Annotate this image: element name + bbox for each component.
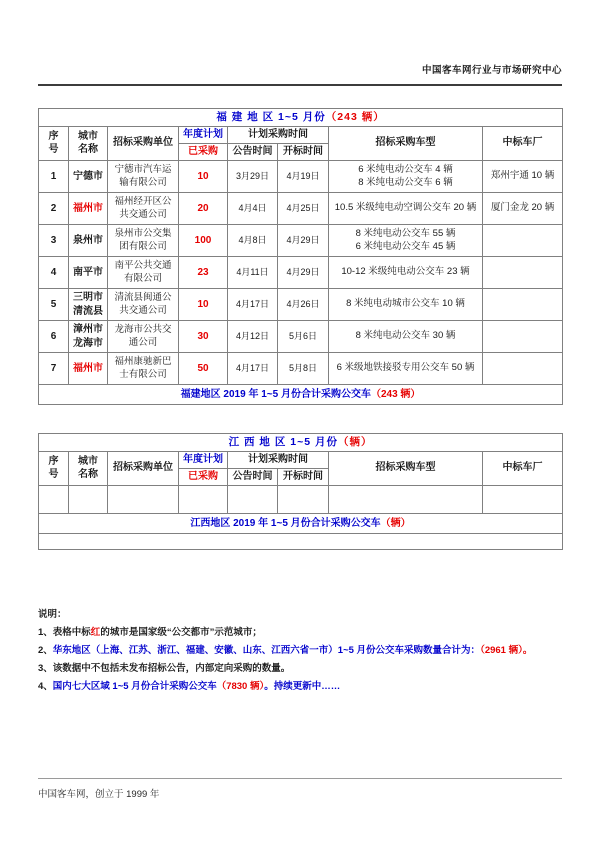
city-line: 漳州市 (73, 324, 103, 335)
open-date-cell: 4月26日 (278, 289, 329, 321)
header-plan-time: 计划采购时间 (228, 127, 329, 144)
empty-strip-cell (39, 534, 563, 550)
announce-date-cell: 4月17日 (228, 289, 278, 321)
note-text-segment: （7830 辆） (216, 681, 265, 692)
footer-divider-rule (38, 778, 562, 779)
purchased-count-cell: 10 (179, 289, 228, 321)
header-open-time: 开标时间 (278, 469, 329, 486)
city-cell (69, 486, 108, 514)
header-no (39, 127, 69, 161)
city-line: 龙海市 (73, 337, 103, 349)
announce-date-cell: 4月11日 (228, 257, 278, 289)
note-text-segment: （2961 辆）。 (480, 645, 533, 656)
city-cell (69, 257, 108, 289)
fujian-total-count: （243 辆） (370, 388, 421, 400)
fujian-total-row (39, 385, 563, 405)
open-date-cell: 5月6日 (278, 321, 329, 353)
vehicle-type-cell (329, 225, 483, 257)
open-date-cell: 4月29日 (278, 225, 329, 257)
city-cell (69, 225, 108, 257)
table-row (39, 257, 563, 289)
city-line: 三明市 (73, 292, 103, 303)
header-open-time: 开标时间 (278, 144, 329, 161)
note-text-segment: 2、 (38, 645, 53, 656)
note-item (38, 642, 566, 660)
fujian-total-cell (39, 385, 563, 405)
city-line: 福州市 (73, 362, 103, 374)
purchased-count-cell: 30 (179, 321, 228, 353)
city-cell (69, 321, 108, 353)
header-unit: 招标采购单位 (108, 452, 179, 486)
procurement-unit-cell: 宁德市汽车运输有限公司 (108, 161, 179, 193)
row-number-cell: 5 (39, 289, 69, 321)
note-text-segment: 4、 (38, 681, 53, 692)
table-row (39, 486, 563, 514)
announce-date-cell (228, 486, 278, 514)
winner-factory-cell (483, 353, 563, 385)
header-city-line1: 城市 (78, 131, 98, 142)
notes-label: 说明： (38, 609, 67, 620)
note-text-segment: 1、表格中标 (38, 627, 91, 638)
header-winner: 中标车厂 (483, 127, 563, 161)
fujian-header-row-1 (39, 127, 563, 144)
fujian-table (38, 108, 563, 405)
fujian-table-title-count: （243 辆） (325, 111, 385, 124)
fujian-table-section (38, 108, 563, 405)
fujian-table-body (39, 161, 563, 385)
header-no-line1: 序 (48, 131, 59, 142)
purchased-count-cell: 20 (179, 193, 228, 225)
jiangxi-total-label: 江西地区 2019 年 1~5 月份合计采购公交车 (190, 517, 381, 529)
header-no-line2: 号 (48, 143, 59, 155)
announce-date-cell: 4月4日 (228, 193, 278, 225)
vehicle-line: 10.5 米级纯电动空调公交车 20 辆 (334, 202, 477, 214)
header-city-line2: 名称 (78, 143, 98, 155)
jiangxi-table-title-cell (39, 434, 563, 452)
header-annual-plan: 年度计划 (179, 127, 228, 144)
row-number-cell: 2 (39, 193, 69, 225)
purchased-count-cell: 10 (179, 161, 228, 193)
header-winner: 中标车厂 (483, 452, 563, 486)
city-line: 宁德市 (73, 170, 103, 182)
jiangxi-empty-strip-row (39, 534, 563, 550)
note-item (38, 624, 566, 642)
procurement-unit-cell (108, 486, 179, 514)
table-row (39, 193, 563, 225)
procurement-unit-cell: 泉州市公交集团有限公司 (108, 225, 179, 257)
vehicle-line: 10-12 米级纯电动公交车 23 辆 (341, 266, 470, 278)
fujian-table-title-cell (39, 109, 563, 127)
jiangxi-total-count: （辆） (380, 517, 411, 529)
procurement-unit-cell: 福州经开区公共交通公司 (108, 193, 179, 225)
vehicle-line: 8 米纯电动公交车 55 辆 (355, 227, 456, 239)
vehicle-line: 8 米纯电动公交车 6 辆 (358, 176, 453, 188)
winner-factory-cell: 厦门金龙 20 辆 (483, 193, 563, 225)
note-text-segment: 的城市是国家级“公交都市”示范城市； (100, 627, 262, 638)
header-announce-time: 公告时间 (228, 469, 278, 486)
city-cell (69, 289, 108, 321)
open-date-cell: 4月19日 (278, 161, 329, 193)
announce-date-cell: 4月17日 (228, 353, 278, 385)
jiangxi-table-body (39, 486, 563, 514)
table-row (39, 161, 563, 193)
header-city (69, 452, 108, 486)
open-date-cell: 4月29日 (278, 257, 329, 289)
city-cell (69, 161, 108, 193)
winner-factory-cell (483, 486, 563, 514)
header-vehicle-type: 招标采购车型 (329, 452, 483, 486)
procurement-unit-cell: 南平公共交通有限公司 (108, 257, 179, 289)
table-row (39, 321, 563, 353)
city-line: 清流县 (73, 305, 103, 317)
notes-section (38, 606, 566, 696)
purchased-count-cell: 100 (179, 225, 228, 257)
note-item (38, 678, 566, 696)
header-no-line2: 号 (48, 468, 59, 480)
row-number-cell: 3 (39, 225, 69, 257)
open-date-cell: 5月8日 (278, 353, 329, 385)
row-number-cell (39, 486, 69, 514)
open-date-cell: 4月25日 (278, 193, 329, 225)
note-item (38, 660, 566, 678)
open-date-cell (278, 486, 329, 514)
jiangxi-table-title-count: （辆） (337, 436, 373, 449)
vehicle-line: 6 米纯电动公交车 45 辆 (355, 240, 456, 252)
header-annual-plan: 年度计划 (179, 452, 228, 469)
row-number-cell: 7 (39, 353, 69, 385)
header-purchased: 已采购 (179, 144, 228, 161)
jiangxi-total-row (39, 514, 563, 534)
vehicle-type-cell (329, 353, 483, 385)
note-text-segment: 国内七大区域 1~5 月份合计采购公交车 (52, 681, 217, 692)
row-number-cell: 1 (39, 161, 69, 193)
purchased-count-cell: 23 (179, 257, 228, 289)
vehicle-line: 8 米纯电动公交车 30 辆 (355, 330, 456, 342)
row-number-cell: 6 (39, 321, 69, 353)
procurement-unit-cell: 清流县闽通公共交通公司 (108, 289, 179, 321)
header-divider-rule (38, 84, 562, 86)
header-no (39, 452, 69, 486)
note-text-segment: 红 (90, 627, 101, 638)
row-number-cell: 4 (39, 257, 69, 289)
note-text-segment: 3、该数据中不包括未发布招标公告，内部定向采购的数量。 (38, 663, 291, 674)
notes-list (38, 624, 566, 696)
table-row (39, 289, 563, 321)
fujian-table-title: 福 建 地 区 1~5 月份 (216, 111, 326, 124)
vehicle-type-cell (329, 257, 483, 289)
city-line: 南平市 (73, 266, 103, 278)
site-footer-text: 中国客车网，创立于 1999 年 (38, 789, 160, 800)
note-text-segment: 华东地区（上海、江苏、浙江、福建、安徽、山东、江西六省一市）1~5 月份公交车采购数量合计为： (52, 645, 481, 656)
purchased-count-cell: 50 (179, 353, 228, 385)
vehicle-line: 8 米纯电动城市公交车 10 辆 (346, 298, 465, 310)
jiangxi-table (38, 433, 563, 550)
header-unit: 招标采购单位 (108, 127, 179, 161)
vehicle-line: 6 米级地铁接驳专用公交车 50 辆 (336, 362, 475, 374)
header-city-line2: 名称 (78, 468, 98, 480)
jiangxi-table-section (38, 433, 563, 550)
jiangxi-table-title: 江 西 地 区 1~5 月份 (228, 436, 338, 449)
jiangxi-title-row (39, 434, 563, 452)
vehicle-line: 6 米纯电动公交车 4 辆 (358, 163, 453, 175)
note-text-segment: 。持续更新中…… (264, 681, 341, 692)
table-row (39, 225, 563, 257)
header-purchased: 已采购 (179, 469, 228, 486)
purchased-count-cell (179, 486, 228, 514)
header-city (69, 127, 108, 161)
vehicle-type-cell (329, 486, 483, 514)
city-cell (69, 193, 108, 225)
winner-factory-cell (483, 225, 563, 257)
header-vehicle-type: 招标采购车型 (329, 127, 483, 161)
jiangxi-header-row-1 (39, 452, 563, 469)
header-plan-time: 计划采购时间 (228, 452, 329, 469)
fujian-title-row (39, 109, 563, 127)
winner-factory-cell (483, 321, 563, 353)
announce-date-cell: 3月29日 (228, 161, 278, 193)
header-city-line1: 城市 (78, 456, 98, 467)
header-no-line1: 序 (48, 456, 59, 467)
vehicle-type-cell (329, 161, 483, 193)
procurement-unit-cell: 龙海市公共交通公司 (108, 321, 179, 353)
fujian-total-label: 福建地区 2019 年 1~5 月份合计采购公交车 (180, 388, 371, 400)
header-announce-time: 公告时间 (228, 144, 278, 161)
winner-factory-cell: 郑州宇通 10 辆 (483, 161, 563, 193)
jiangxi-total-cell (39, 514, 563, 534)
procurement-unit-cell: 福州康驰新巴士有限公司 (108, 353, 179, 385)
announce-date-cell: 4月12日 (228, 321, 278, 353)
announce-date-cell: 4月8日 (228, 225, 278, 257)
winner-factory-cell (483, 257, 563, 289)
city-cell (69, 353, 108, 385)
vehicle-type-cell (329, 321, 483, 353)
vehicle-type-cell (329, 193, 483, 225)
city-line: 福州市 (73, 202, 103, 214)
winner-factory-cell (483, 289, 563, 321)
table-row (39, 353, 563, 385)
vehicle-type-cell (329, 289, 483, 321)
city-line: 泉州市 (73, 234, 103, 246)
org-header-text: 中国客车网行业与市场研究中心 (421, 65, 562, 76)
